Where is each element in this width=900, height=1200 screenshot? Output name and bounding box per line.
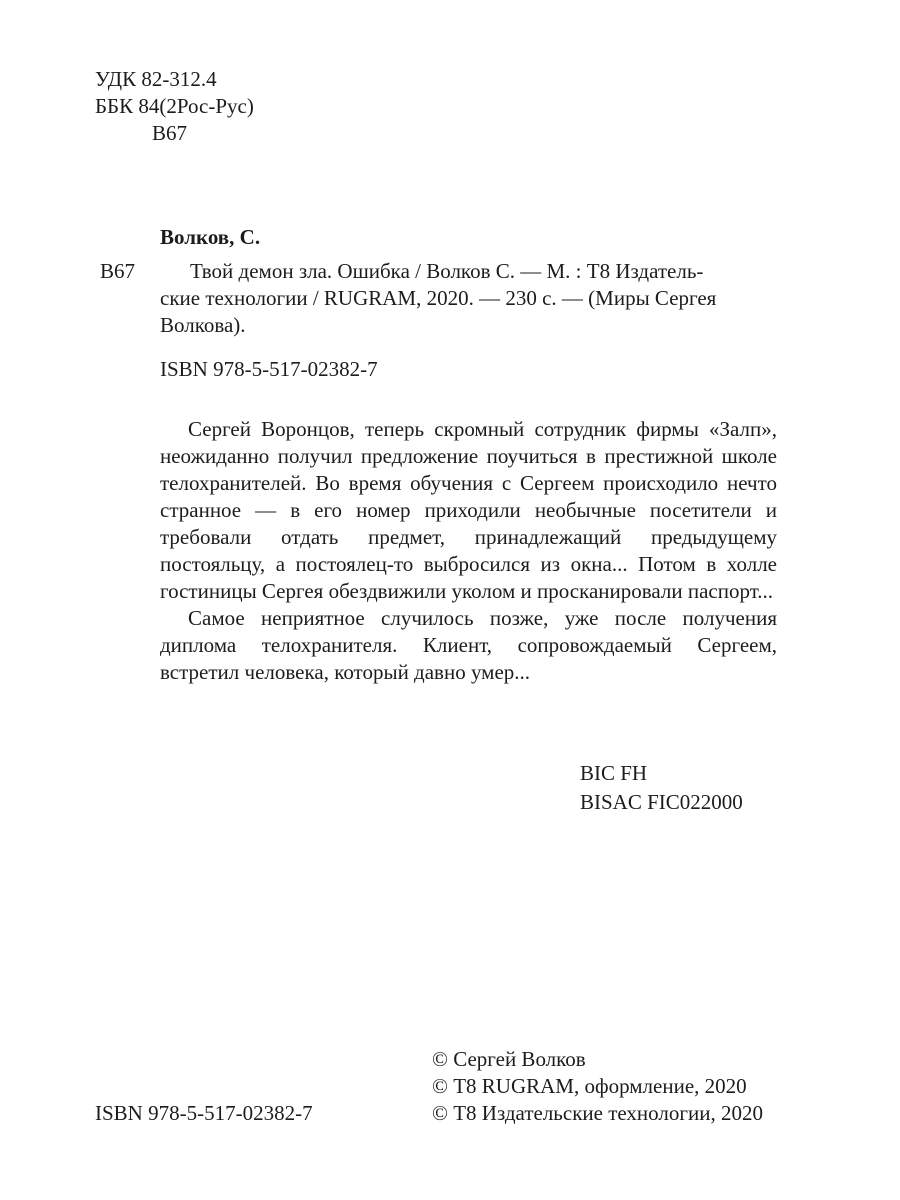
isbn-bottom: ISBN 978-5-517-02382-7 (95, 1101, 313, 1125)
copyright-block (432, 1046, 763, 1127)
author-sign: В67 (152, 121, 188, 145)
copyright-line: © Т8 RUGRAM, оформление, 2020 (432, 1074, 747, 1098)
cataloging-block (95, 66, 254, 147)
entry-author-sign: В67 (100, 259, 136, 283)
udk-code: УДК 82-312.4 (95, 67, 217, 91)
entry-line: Волкова). (160, 313, 246, 337)
annotation-paragraph: Сергей Воронцов, теперь скромный сотрудник фирмы «Залп», неожиданно получил предложение поучиться в престижной школе телохранителей. Во время обучения с Сергеем происходило нечто странное — в его номер приходили необычные посетители и требовали отдать предмет, принадлежащий предыдущему постояльцу, а постоялец-то выбросился из окна... Потом в холле гостиницы Сергея обездвижили уколом и просканировали паспорт... (160, 417, 777, 603)
annotation-block (160, 416, 777, 686)
author-name: Волков, С. (160, 225, 261, 249)
bibliographic-entry (100, 224, 780, 339)
classification-codes (580, 760, 743, 818)
annotation-paragraph: Самое неприятное случилось позже, уже после получения диплома телохранителя. Клиент, сопровождаемый Сергеем, встретил человека, который давно умер... (160, 606, 777, 684)
isbn-top: ISBN 978-5-517-02382-7 (160, 357, 378, 381)
copyright-line: © Сергей Волков (432, 1047, 586, 1071)
copyright-line: © Т8 Издательские технологии, 2020 (432, 1101, 763, 1125)
entry-line: Твой демон зла. Ошибка / Волков С. — М. : Т8 Издатель- (190, 259, 704, 283)
entry-line: ские технологии / RUGRAM, 2020. — 230 с. — (Миры Сергея (160, 286, 717, 310)
bbk-code: ББК 84(2Рос-Рус) (95, 94, 254, 118)
bisac-code: BISAC FIC022000 (580, 790, 743, 814)
bic-code: BIC FH (580, 761, 648, 785)
